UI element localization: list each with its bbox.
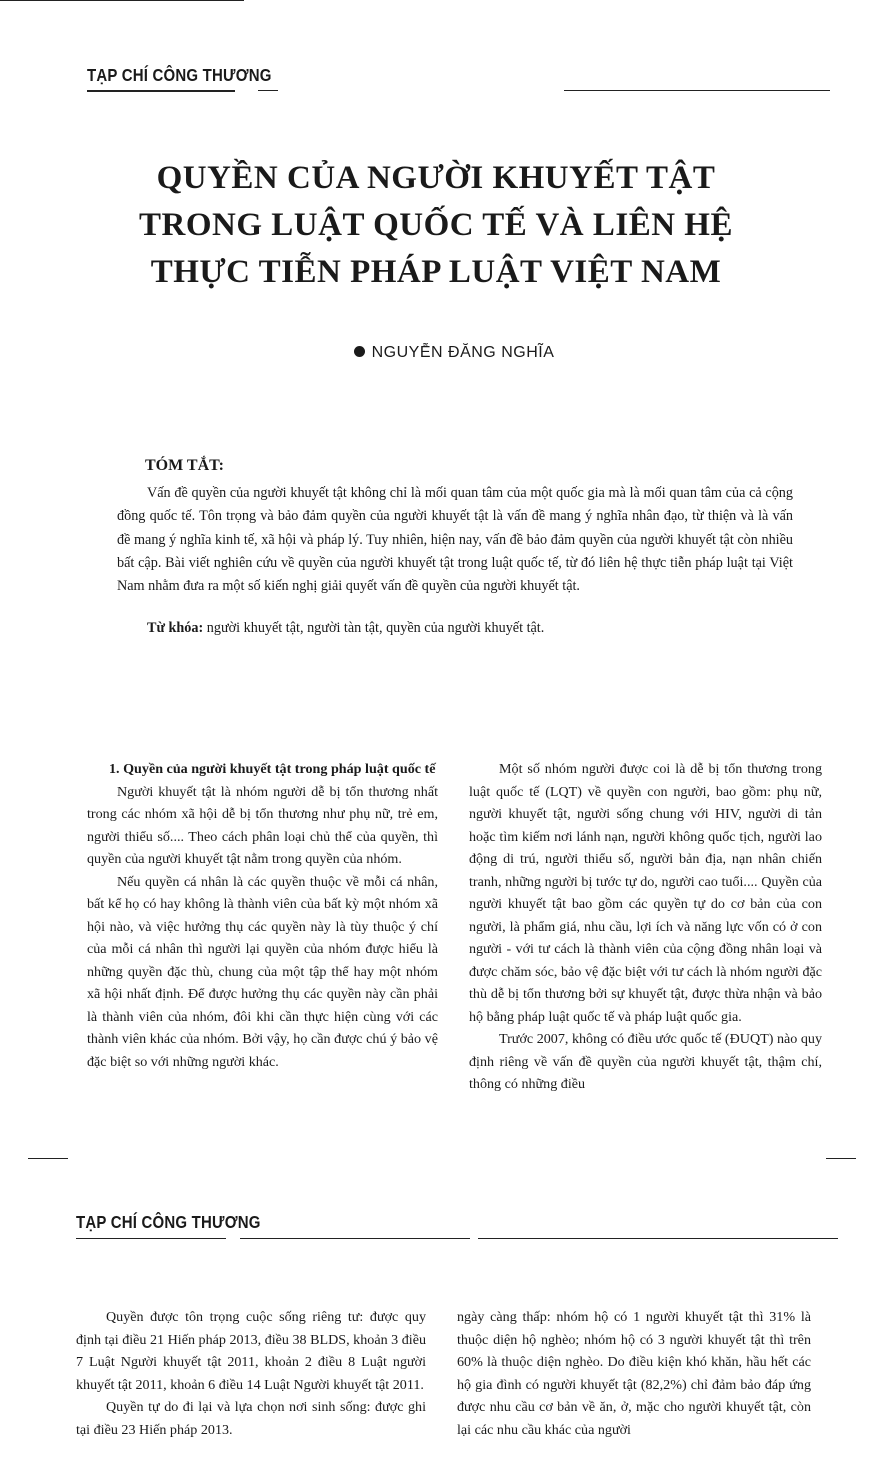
- section-heading: 1. Quyền của người khuyết tật trong pháp luật quốc tế: [109, 761, 436, 777]
- left-paragraph: Nếu quyền cá nhân là các quyền thuộc về mỗi cá nhân, bất kể họ có hay không là thành viên của bất kỳ một nhóm xã hội nào, và việc hưởng thụ các quyền này là tùy thuộc ý chí của mỗi cá nhân thì người lại quyền của nhóm được hiểu là những quyền đặc thù, chung của một tập thể hay một nhóm xã hội nhất định. Để được hưởng thụ các quyền này cần phải là thành viên của nhóm, đôi khi cần thực hiện cùng với các thành viên khác của nhóm. Bởi vậy, họ cần được chú ý bảo vệ đặc biệt so với những người khác.: [87, 873, 438, 1070]
- page2-left-column: [76, 1306, 426, 1469]
- left-paragraph: Người khuyết tật là nhóm người dễ bị tổn thương nhất trong các nhóm xã hội dễ bị tổn thương như phụ nữ, trẻ em, người thiểu số.... Theo cách phân loại chủ thể của quyền, thì quyền của người khuyết tật nằm trong quyền của nhóm.: [87, 783, 438, 867]
- right-paragraph: Một số nhóm người được coi là dễ bị tổn thương trong luật quốc tế (LQT) về quyền con người, bao gồm: phụ nữ, người khuyết tật, người sống chung với HIV, người di tản hoặc tìm kiếm nơi lánh nạn, người không quốc tịch, người lao động di trú, người thiểu số, người bản địa, nạn nhân chiến tranh, những người bị tước tự do, người cao tuổi.... Quyền của người khuyết tật bao gồm các quyền tự do cơ bản của con người, là phẩm giá, nhu cầu, lợi ích và năng lực vốn có ở con người - với tư cách là thành viên của cộng đồng nhân loại và được chăm sóc, bảo vệ đặc biệt với tư cách là nhóm người đặc thù dễ bị tổn thương bởi sự khuyết tật, được thừa nhận và bảo hộ bằng pháp luật quốc tế và pháp luật quốc gia.: [469, 761, 822, 1025]
- page2-right-column: [457, 1306, 811, 1469]
- left-paragraph: Quyền được tôn trọng cuộc sống riêng tư: được quy định tại điều 21 Hiến pháp 2013, điều 38 BLDS, khoản 3 điều 7 Luật Người khuyết tật 2011, khoản 2 điều 8 Luật người khuyết tật 2011, khoản 6 điều 14 Luật Người khuyết tật 2011.: [76, 1309, 426, 1393]
- scan-top-rule: [0, 0, 244, 1]
- page1-right-column: [469, 758, 822, 1158]
- header-rule-right: [564, 90, 830, 91]
- bullet-icon: [354, 346, 365, 357]
- page-break-mark-left: [28, 1158, 68, 1159]
- page1-left-column: [87, 758, 438, 1073]
- header-rule-mid: [258, 90, 278, 91]
- journal-header: TẠP CHÍ CÔNG THƯƠNG: [87, 66, 272, 86]
- right-paragraph: Trước 2007, không có điều ước quốc tế (ĐUQT) nào quy định riêng về vấn đề quyền của người khuyết tật, thậm chí, thông có những điều: [469, 1031, 822, 1092]
- keywords: [117, 617, 793, 640]
- title-line-1: QUYỀN CỦA NGƯỜI KHUYẾT TẬT: [156, 160, 716, 196]
- abstract-text: Vấn đề quyền của người khuyết tật không chỉ là mối quan tâm của một quốc gia mà là mối quan tâm của cả cộng đồng quốc tế. Tôn trọng và bảo đảm quyền của người khuyết tật là vấn đề mang ý nghĩa nhân đạo, từ thiện và là vấn đề mang ý nghĩa kinh tế, xã hội và pháp lý. Tuy nhiên, hiện nay, vấn đề bảo đảm quyền của người khuyết tật còn nhiều bất cập. Bài viết nghiên cứu về quyền của người khuyết tật trong luật quốc tế, từ đó liên hệ thực tiễn pháp luật tại Việt Nam nhằm đưa ra một số kiến nghị giải quyết vấn đề quyền của người khuyết tật.: [117, 485, 793, 595]
- keywords-label: Từ khóa:: [147, 620, 204, 636]
- abstract-heading: TÓM TẮT:: [145, 457, 224, 474]
- page-break-mark-right: [826, 1158, 856, 1159]
- title-line-3: THỰC TIỄN PHÁP LUẬT VIỆT NAM: [150, 254, 722, 290]
- header-rule-left: [87, 90, 235, 92]
- right-paragraph: ngày càng thấp: nhóm hộ có 1 người khuyết tật thì 31% là thuộc diện hộ nghèo; nhóm hộ có 3 người khuyết tật thì trên 60% là thuộc diện nghèo. Do điều kiện khó khăn, hầu hết các hộ gia đình có người khuyết tật (82,2%) chỉ đảm bảo đáp ứng được nhu cầu cơ bản về ăn, ở, mặc cho người khuyết tật, còn lại các nhu cầu khác của người: [457, 1309, 811, 1438]
- header2-rule-mid: [240, 1238, 470, 1239]
- journal-header-2: TẠP CHÍ CÔNG THƯƠNG: [76, 1213, 261, 1233]
- header2-rule-right: [478, 1238, 838, 1239]
- author-line: [0, 344, 872, 362]
- left-paragraph: Quyền tự do đi lại và lựa chọn nơi sinh sống: được ghi tại điều 23 Hiến pháp 2013.: [76, 1399, 426, 1438]
- header2-rule-left: [76, 1238, 226, 1239]
- keywords-text: người khuyết tật, người tàn tật, quyền của người khuyết tật.: [206, 620, 545, 636]
- title-line-2: TRONG LUẬT QUỐC TẾ VÀ LIÊN HỆ: [139, 207, 733, 243]
- author-name: NGUYỄN ĐĂNG NGHĨA: [371, 344, 555, 361]
- article-title: [0, 155, 872, 296]
